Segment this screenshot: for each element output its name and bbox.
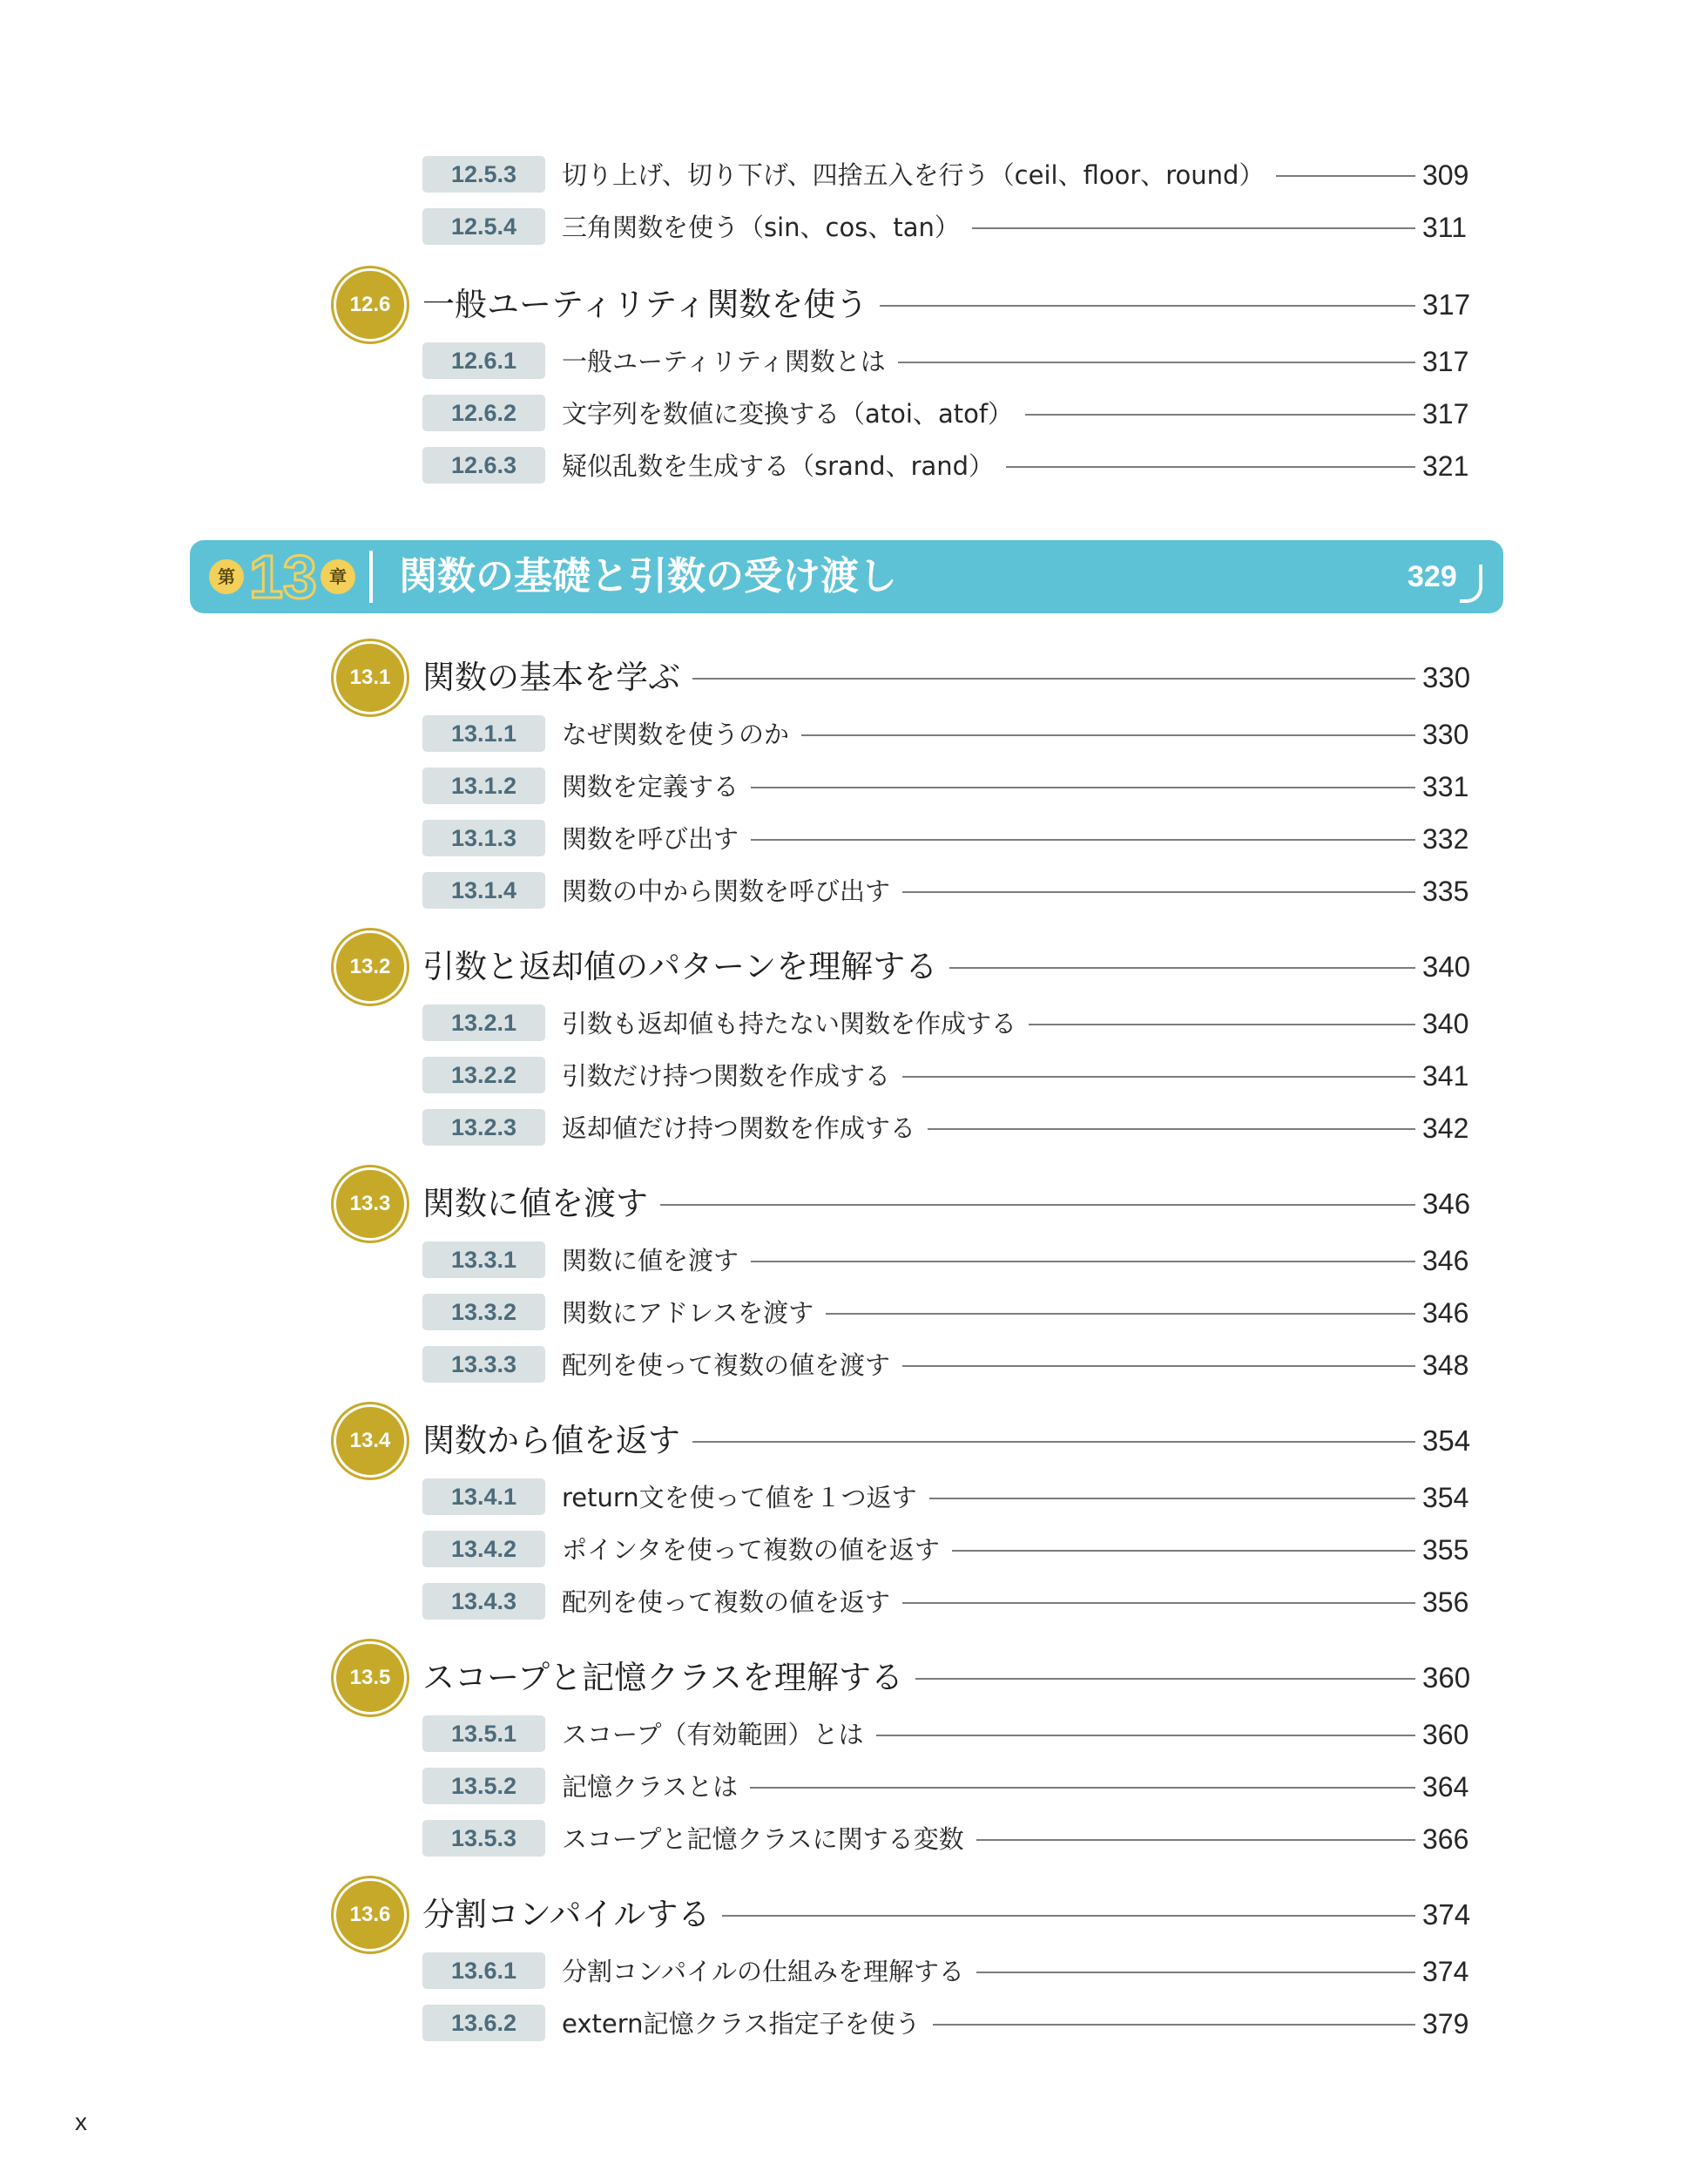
toc-subsection-row[interactable] <box>0 1239 1708 1282</box>
section-title: 関数の基本を学ぶ <box>422 652 692 704</box>
subsection-title: 疑似乱数を生成する（srand、rand） <box>562 444 1006 488</box>
subsection-number: 12.5.4 <box>422 208 545 245</box>
subsection-number: 13.3.1 <box>422 1241 545 1278</box>
subsection-number: 13.6.2 <box>422 2005 545 2041</box>
toc-subsection-row[interactable] <box>0 1106 1708 1150</box>
page-number: 348 <box>1415 1343 1483 1387</box>
section-title: 分割コンパイルする <box>422 1889 722 1941</box>
section-number-circle: 13.4 <box>334 1404 407 1478</box>
toc-subsection-row[interactable] <box>0 1002 1708 1045</box>
subsection-title: 関数を呼び出す <box>562 817 751 861</box>
subsection-title: 関数を定義する <box>562 765 751 808</box>
section-title: 一般ユーティリティ関数を使う <box>422 279 880 331</box>
page-number: 374 <box>1415 1889 1483 1941</box>
subsection-number: 13.4.3 <box>422 1583 545 1620</box>
toc-subsection-row[interactable] <box>0 392 1708 436</box>
toc-subsection-row[interactable] <box>0 1950 1708 1993</box>
toc-subsection-row[interactable] <box>0 1817 1708 1861</box>
chapter-banner[interactable] <box>190 540 1503 613</box>
page-number: 354 <box>1415 1415 1483 1467</box>
toc-section-row[interactable] <box>0 1652 1708 1704</box>
section-number-circle: 13.6 <box>334 1878 407 1951</box>
subsection-title: 三角関数を使う（sin、cos、tan） <box>562 206 972 249</box>
subsection-title: 関数の中から関数を呼び出す <box>562 869 902 913</box>
subsection-title: 関数に値を渡す <box>562 1239 751 1282</box>
subsection-title: スコープと記憶クラスに関する変数 <box>562 1817 976 1861</box>
page-number: 321 <box>1415 444 1483 488</box>
page-number: 342 <box>1415 1106 1483 1150</box>
subsection-number: 13.6.1 <box>422 1952 545 1989</box>
page-number: 356 <box>1415 1580 1483 1624</box>
toc-subsection-row[interactable] <box>0 1765 1708 1809</box>
section-number-circle: 13.2 <box>334 930 407 1004</box>
toc-subsection-row[interactable] <box>0 713 1708 756</box>
section-title: 関数に値を渡す <box>422 1178 660 1230</box>
toc-subsection-row[interactable] <box>0 206 1708 249</box>
chapter-number: 13 <box>249 543 317 611</box>
subsection-title: 配列を使って複数の値を渡す <box>562 1343 902 1387</box>
toc-section-row[interactable] <box>0 1889 1708 1941</box>
page-number: 346 <box>1415 1178 1483 1230</box>
subsection-title: 関数にアドレスを渡す <box>562 1291 826 1335</box>
page-number: 366 <box>1415 1817 1483 1861</box>
subsection-number: 13.2.1 <box>422 1004 545 1041</box>
subsection-number: 13.1.1 <box>422 715 545 752</box>
subsection-title: なぜ関数を使うのか <box>562 713 801 756</box>
subsection-number: 12.6.2 <box>422 395 545 431</box>
page-number: 309 <box>1415 153 1483 197</box>
toc-subsection-row[interactable] <box>0 444 1708 488</box>
toc-section-row[interactable] <box>0 1415 1708 1467</box>
subsection-number: 13.1.3 <box>422 820 545 856</box>
page-folio: x <box>75 2108 87 2135</box>
toc-subsection-row[interactable] <box>0 817 1708 861</box>
subsection-title: return文を使って値を１つ返す <box>562 1476 929 1519</box>
page-number: 330 <box>1415 652 1483 704</box>
subsection-title: 分割コンパイルの仕組みを理解する <box>562 1950 976 1993</box>
toc-subsection-row[interactable] <box>0 765 1708 808</box>
subsection-number: 13.3.2 <box>422 1294 545 1330</box>
toc-section-row[interactable] <box>0 652 1708 704</box>
page-number: 360 <box>1415 1652 1483 1704</box>
toc-subsection-row[interactable] <box>0 340 1708 383</box>
subsection-title: 文字列を数値に変換する（atoi、atof） <box>562 392 1025 436</box>
toc-subsection-row[interactable] <box>0 1580 1708 1624</box>
chapter-title: 関数の基礎と引数の受け渡し <box>399 554 897 599</box>
subsection-number: 12.6.1 <box>422 342 545 379</box>
page-number: 364 <box>1415 1765 1483 1809</box>
subsection-title: 引数も返却値も持たない関数を作成する <box>562 1002 1029 1045</box>
toc-subsection-row[interactable] <box>0 1343 1708 1387</box>
subsection-number: 13.4.1 <box>422 1478 545 1515</box>
page-number: 360 <box>1415 1713 1483 1756</box>
section-number-circle: 13.5 <box>334 1641 407 1715</box>
page-number: 374 <box>1415 1950 1483 1993</box>
subsection-title: 配列を使って複数の値を返す <box>562 1580 902 1624</box>
chapter-prefix: 第 <box>209 559 244 594</box>
page-number: 341 <box>1415 1054 1483 1098</box>
subsection-number: 13.2.2 <box>422 1057 545 1093</box>
corner-hook-icon <box>1460 565 1482 603</box>
toc-subsection-row[interactable] <box>0 1291 1708 1335</box>
section-number-circle: 13.1 <box>334 641 407 714</box>
subsection-title: 切り上げ、切り下げ、四捨五入を行う（ceil、floor、round） <box>562 153 1276 197</box>
toc-subsection-row[interactable] <box>0 153 1708 197</box>
subsection-title: ポインタを使って複数の値を返す <box>562 1528 952 1572</box>
toc-section-row[interactable] <box>0 279 1708 331</box>
subsection-number: 13.1.4 <box>422 872 545 909</box>
page-number: 335 <box>1415 869 1483 913</box>
subsection-title: extern記憶クラス指定子を使う <box>562 2002 933 2046</box>
section-title: 関数から値を返す <box>422 1415 692 1467</box>
subsection-number: 12.6.3 <box>422 447 545 484</box>
page-number: 340 <box>1415 941 1483 993</box>
subsection-title: 返却値だけ持つ関数を作成する <box>562 1106 928 1150</box>
page-number: 379 <box>1415 2002 1483 2046</box>
toc-section-row[interactable] <box>0 941 1708 993</box>
chapter-page-number: 329 <box>1408 560 1457 593</box>
page-number: 311 <box>1415 206 1483 249</box>
toc-subsection-row[interactable] <box>0 869 1708 913</box>
toc-section-row[interactable] <box>0 1178 1708 1230</box>
section-title: スコープと記憶クラスを理解する <box>422 1652 915 1704</box>
page-number: 355 <box>1415 1528 1483 1572</box>
subsection-number: 13.2.3 <box>422 1109 545 1146</box>
subsection-title: 引数だけ持つ関数を作成する <box>562 1054 902 1098</box>
chapter-suffix: 章 <box>321 559 355 594</box>
subsection-number: 13.3.3 <box>422 1346 545 1383</box>
subsection-title: スコープ（有効範囲）とは <box>562 1713 876 1756</box>
page-number: 330 <box>1415 713 1483 756</box>
subsection-number: 13.5.3 <box>422 1820 545 1857</box>
page-number: 346 <box>1415 1239 1483 1282</box>
page-number: 317 <box>1415 392 1483 436</box>
page-number: 317 <box>1415 340 1483 383</box>
toc-subsection-row[interactable] <box>0 1528 1708 1572</box>
subsection-title: 一般ユーティリティ関数とは <box>562 340 898 383</box>
page-number: 317 <box>1415 279 1483 331</box>
section-number-circle: 12.6 <box>334 268 407 342</box>
toc-subsection-row[interactable] <box>0 1476 1708 1519</box>
subsection-number: 13.5.1 <box>422 1715 545 1752</box>
page-number: 346 <box>1415 1291 1483 1335</box>
chapter-divider <box>369 551 373 603</box>
page-number: 332 <box>1415 817 1483 861</box>
page-number: 331 <box>1415 765 1483 808</box>
toc-subsection-row[interactable] <box>0 1054 1708 1098</box>
subsection-number: 13.4.2 <box>422 1531 545 1567</box>
subsection-number: 12.5.3 <box>422 156 545 193</box>
subsection-number: 13.5.2 <box>422 1768 545 1804</box>
subsection-number: 13.1.2 <box>422 768 545 804</box>
toc-subsection-row[interactable] <box>0 1713 1708 1756</box>
section-title: 引数と返却値のパターンを理解する <box>422 941 949 993</box>
section-number-circle: 13.3 <box>334 1167 407 1241</box>
page-number: 340 <box>1415 1002 1483 1045</box>
subsection-title: 記憶クラスとは <box>562 1765 750 1809</box>
page-number: 354 <box>1415 1476 1483 1519</box>
toc-subsection-row[interactable] <box>0 2002 1708 2046</box>
